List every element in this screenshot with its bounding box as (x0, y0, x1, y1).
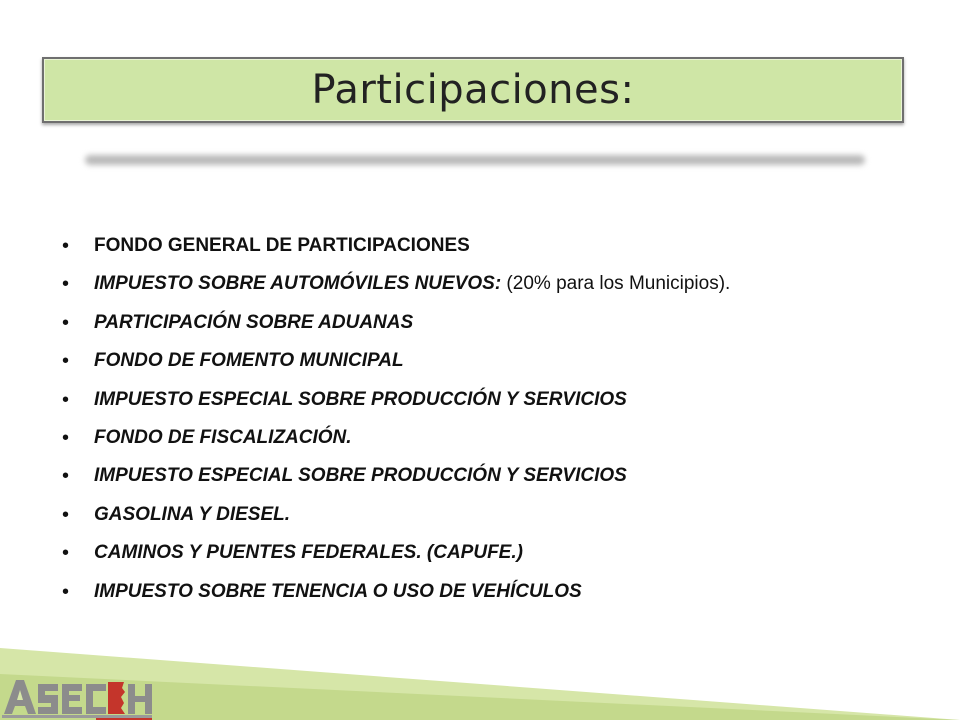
bullet-dot-icon: • (62, 311, 70, 334)
bullet-item (62, 309, 942, 347)
bullet-text: CAMINOS Y PUENTES FEDERALES. (CAPUFE.) (94, 542, 523, 564)
bullet-dot-icon: • (62, 273, 70, 296)
bullet-item (62, 462, 942, 500)
bullet-text: FONDO DE FISCALIZACIÓN. (94, 426, 352, 448)
slide-title: Participaciones: (311, 67, 635, 113)
bullet-dot-icon: • (62, 235, 70, 257)
asech-logo (0, 676, 160, 720)
bullet-text: IMPUESTO ESPECIAL SOBRE PRODUCCIÓN Y SERVICIOS (94, 465, 627, 487)
bullet-dot-icon: • (62, 350, 70, 373)
bullet-text: GASOLINA Y DIESEL. (94, 503, 291, 525)
bullet-dot-icon: • (62, 426, 70, 449)
bullet-item (62, 539, 942, 577)
bullet-suffix-text: (20% para los Municipios). (501, 273, 731, 295)
bullet-item (62, 270, 942, 308)
bullet-text: IMPUESTO ESPECIAL SOBRE PRODUCCIÓN Y SERVICIOS (94, 388, 627, 410)
bullet-item (62, 232, 942, 270)
bullet-item (62, 424, 942, 462)
bullet-text: IMPUESTO SOBRE TENENCIA O USO DE VEHÍCULOS (94, 580, 582, 602)
title-banner (42, 57, 904, 123)
bullet-text: IMPUESTO SOBRE AUTOMÓVILES NUEVOS: (94, 273, 502, 295)
bullet-item (62, 347, 942, 385)
bullet-text: FONDO GENERAL DE PARTICIPACIONES (94, 235, 470, 256)
bullet-item (62, 578, 942, 616)
bullet-text: FONDO DE FOMENTO MUNICIPAL (94, 350, 404, 372)
bullet-dot-icon: • (62, 388, 70, 411)
bullet-dot-icon: • (62, 503, 70, 526)
bullet-item (62, 501, 942, 539)
bullet-item (62, 386, 942, 424)
bullet-list (62, 232, 942, 616)
title-shadow-divider (85, 155, 865, 165)
bullet-dot-icon: • (62, 542, 70, 565)
bullet-dot-icon: • (62, 465, 70, 488)
bullet-dot-icon: • (62, 580, 70, 603)
bullet-text: PARTICIPACIÓN SOBRE ADUANAS (94, 311, 414, 333)
